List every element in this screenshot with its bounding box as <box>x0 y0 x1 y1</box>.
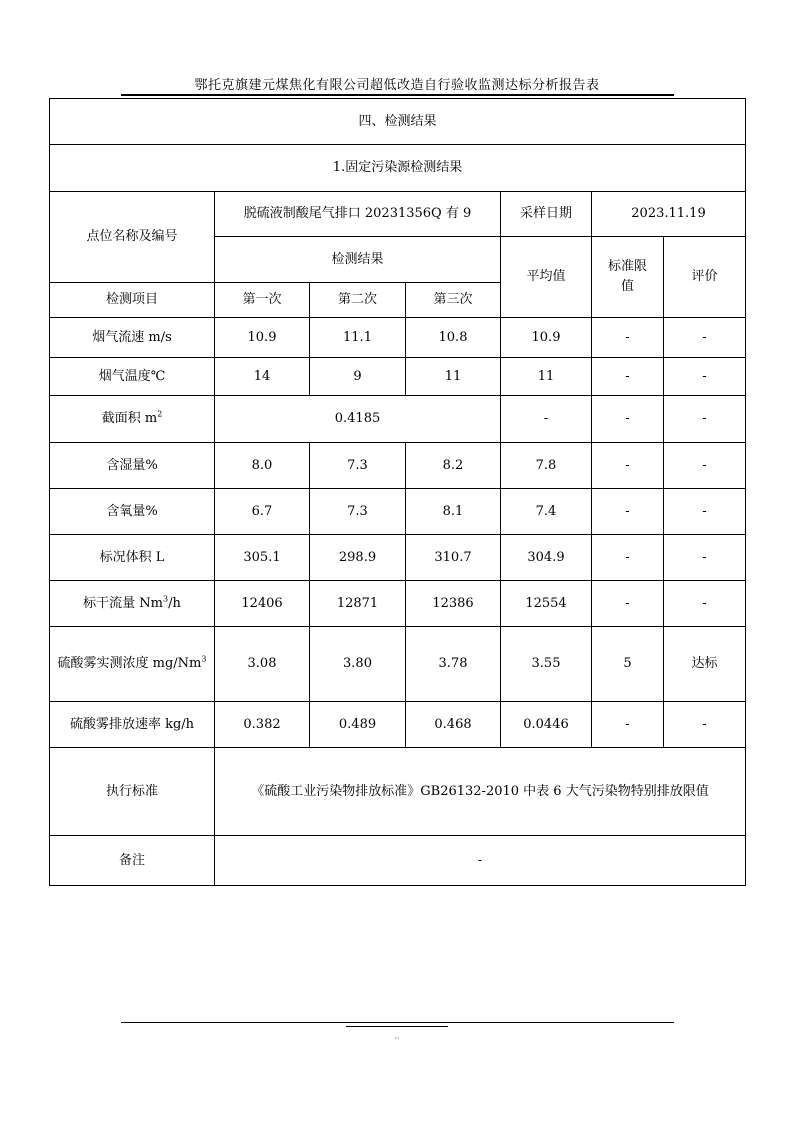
standard-label: 执行标准 <box>50 748 215 836</box>
row-value-3: 12386 <box>406 581 501 627</box>
row-evaluation: - <box>664 396 746 443</box>
row-value-1: 3.08 <box>215 627 310 702</box>
row-item <box>50 396 215 443</box>
remarks-label: 备注 <box>50 836 215 886</box>
row-evaluation: - <box>664 489 746 535</box>
row-item-text: 标干流量 Nm <box>83 595 163 611</box>
table-row <box>50 396 746 443</box>
row-limit: - <box>592 535 664 581</box>
row-average: 3.55 <box>501 627 592 702</box>
table-row <box>50 318 746 358</box>
results-table <box>49 98 746 886</box>
results-header: 检测结果 <box>215 237 501 283</box>
point-label: 点位名称及编号 <box>50 192 215 283</box>
row-value-3: 0.468 <box>406 702 501 748</box>
table-row <box>50 627 746 702</box>
sampling-date-value: 2023.11.19 <box>592 192 746 237</box>
point-value: 脱硫液制酸尾气排口 20231356Q 有 9 <box>215 192 501 237</box>
third-header: 第三次 <box>406 283 501 318</box>
sampling-date-label: 采样日期 <box>501 192 592 237</box>
document-header-title: 鄂托克旗建元煤焦化有限公司超低改造自行验收监测达标分析报告表 <box>194 78 600 93</box>
row-limit: - <box>592 489 664 535</box>
row-value-2: 9 <box>310 358 406 396</box>
row-item <box>50 627 215 702</box>
row-value-1: 305.1 <box>215 535 310 581</box>
table-row <box>50 581 746 627</box>
second-header: 第二次 <box>310 283 406 318</box>
row-value-2: 11.1 <box>310 318 406 358</box>
row-evaluation: - <box>664 702 746 748</box>
row-evaluation: 达标 <box>664 627 746 702</box>
row-item-superscript: 3 <box>162 594 169 604</box>
row-evaluation: - <box>664 581 746 627</box>
row-value-2: 7.3 <box>310 443 406 489</box>
row-item: 烟气流速 m/s <box>50 318 215 358</box>
row-limit: - <box>592 581 664 627</box>
footer-rule <box>121 1022 674 1023</box>
row-limit: - <box>592 318 664 358</box>
standard-value: 《硫酸工业污染物排放标准》GB26132-2010 中表 6 大气污染物特别排放限值 <box>215 748 746 836</box>
row-value-3: 8.2 <box>406 443 501 489</box>
row-value-1: 8.0 <box>215 443 310 489</box>
row-value-2: 3.80 <box>310 627 406 702</box>
row-value-3: 10.8 <box>406 318 501 358</box>
row-item-text: 硫酸雾实测浓度 mg/Nm <box>57 656 202 671</box>
row-value-3: 310.7 <box>406 535 501 581</box>
row-value-2: 7.3 <box>310 489 406 535</box>
row-item: 含湿量% <box>50 443 215 489</box>
row-average: 11 <box>501 358 592 396</box>
row-limit: - <box>592 396 664 443</box>
row-value-2: 12871 <box>310 581 406 627</box>
row-average: 10.9 <box>501 318 592 358</box>
row-limit: - <box>592 358 664 396</box>
row-value-3: 11 <box>406 358 501 396</box>
limit-header: 标准限值 <box>592 237 664 318</box>
row-evaluation: - <box>664 535 746 581</box>
row-item-superscript: 3 <box>201 654 207 664</box>
table-row <box>50 443 746 489</box>
row-average: 0.0446 <box>501 702 592 748</box>
row-value-1: 12406 <box>215 581 310 627</box>
row-limit: - <box>592 702 664 748</box>
row-value-2: 298.9 <box>310 535 406 581</box>
row-average: - <box>501 396 592 443</box>
row-value-3: 3.78 <box>406 627 501 702</box>
row-limit: 5 <box>592 627 664 702</box>
row-item-superscript: 2 <box>157 409 163 419</box>
item-header: 检测项目 <box>50 283 215 318</box>
row-average: 7.8 <box>501 443 592 489</box>
table-row <box>50 358 746 396</box>
first-header: 第一次 <box>215 283 310 318</box>
row-item: 含氧量% <box>50 489 215 535</box>
section-title: 四、检测结果 <box>50 99 746 145</box>
row-value-3: 8.1 <box>406 489 501 535</box>
row-average: 12554 <box>501 581 592 627</box>
row-item <box>50 581 215 627</box>
row-evaluation: - <box>664 443 746 489</box>
row-value-1: 0.382 <box>215 702 310 748</box>
subsection-title: 1.固定污染源检测结果 <box>50 145 746 192</box>
row-evaluation: - <box>664 358 746 396</box>
average-header: 平均值 <box>501 237 592 318</box>
row-average: 304.9 <box>501 535 592 581</box>
row-value-2: 0.489 <box>310 702 406 748</box>
row-item-text: 截面积 m <box>101 411 158 426</box>
row-item: 硫酸雾排放速率 kg/h <box>50 702 215 748</box>
header-rule <box>121 94 674 96</box>
row-value-1: 6.7 <box>215 489 310 535</box>
row-evaluation: - <box>664 318 746 358</box>
row-item: 烟气温度℃ <box>50 358 215 396</box>
table-row <box>50 489 746 535</box>
row-value-1: 14 <box>215 358 310 396</box>
row-value-1: 10.9 <box>215 318 310 358</box>
footer-short-rule <box>346 1026 448 1027</box>
row-limit: - <box>592 443 664 489</box>
evaluation-header: 评价 <box>664 237 746 318</box>
row-item-suffix: /h <box>168 595 181 611</box>
remarks-value: - <box>215 836 746 886</box>
row-merged-value: 0.4185 <box>215 396 501 443</box>
table-row <box>50 702 746 748</box>
row-item: 标况体积 L <box>50 535 215 581</box>
table-row <box>50 535 746 581</box>
row-average: 7.4 <box>501 489 592 535</box>
page-mark: ·· <box>394 1034 400 1043</box>
